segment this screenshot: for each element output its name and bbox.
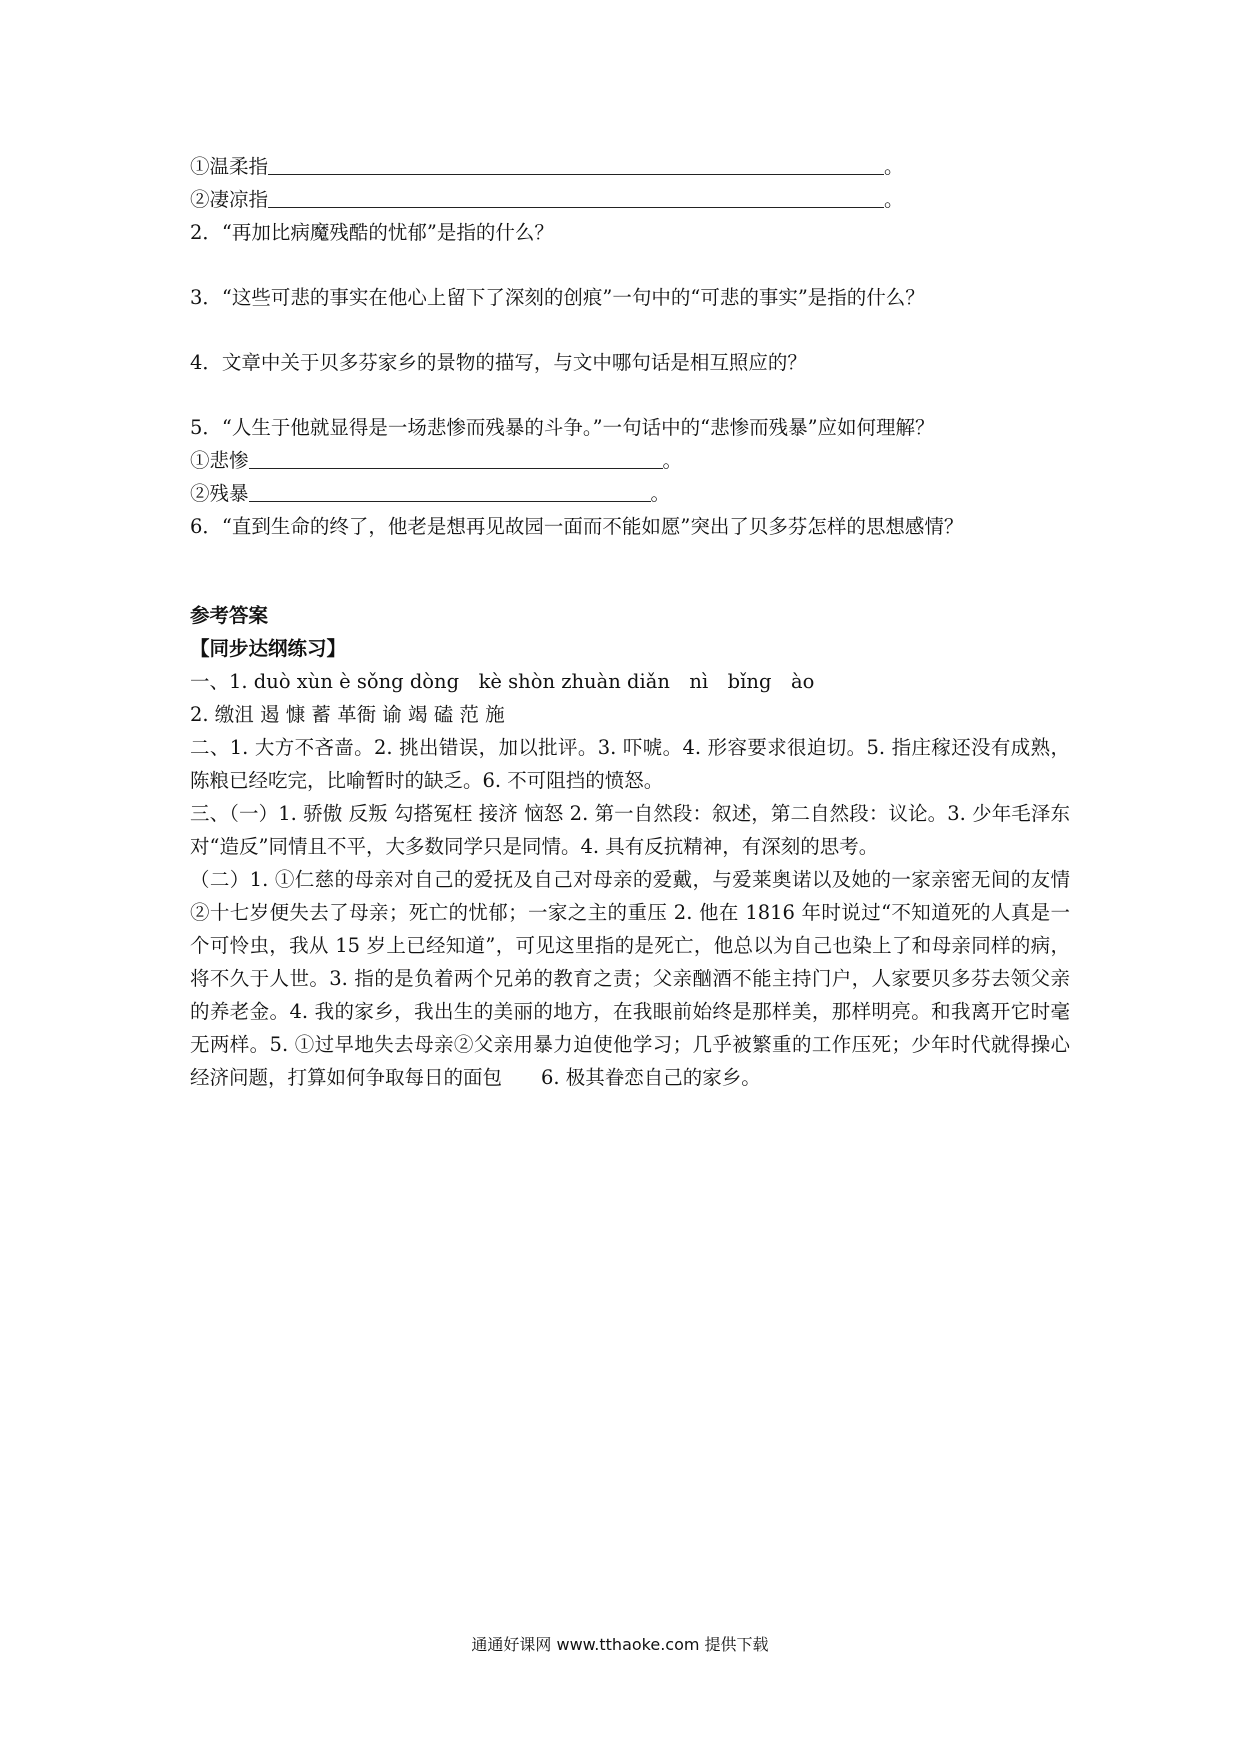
- question-5: 5．“人生于他就显得是一场悲惨而残暴的斗争。”一句话中的“悲惨而残暴”应如何理解？: [190, 416, 935, 439]
- worksheet-page: [190, 150, 1070, 1094]
- answer-section-1-pinyin: 一、1. duò xùn è sǒng dòng kè shòn zhuàn diǎn nì bǐng ào: [190, 670, 815, 693]
- q5-item2-line: [190, 477, 1070, 510]
- answer-blank[interactable]: [249, 446, 663, 469]
- answer-section-1-words: 2. 缴沮 遏 慷 蓄 革衙 谕 竭 磕 范 施: [190, 703, 505, 726]
- question-6: 6．“直到生命的终了，他老是想再见故园一面而不能如愿”突出了贝多芬怎样的思想感情？: [190, 515, 964, 538]
- section-spacer: [190, 543, 1070, 599]
- period: 。: [884, 188, 904, 211]
- answers-heading: 参考答案: [190, 604, 269, 627]
- page-footer: 通通好课网 www.tthaoke.com 提供下载: [471, 1635, 769, 1654]
- question-4: 4．文章中关于贝多芬家乡的景物的描写，与文中哪句话是相互照应的？: [190, 351, 807, 374]
- q1-item1-label: ①温柔指: [190, 155, 269, 178]
- answer-section-3-part-1: 三、（一）1. 骄傲 反叛 勾搭冤枉 接济 恼怒 2. 第一自然段：叙述，第二自然段：议论。3. 少年毛泽东对“造反”同情且不平，大多数同学只是同情。4. 具有反抗精神，有深刻的思考。: [190, 802, 1070, 858]
- question-2: 2．“再加比病魔残酷的忧郁”是指的什么？: [190, 221, 554, 244]
- q1-item2-line: [190, 183, 1070, 216]
- period: 。: [662, 449, 683, 472]
- q1-item2-label: ②凄凉指: [190, 188, 269, 211]
- answers-subheading: 【同步达纲练习】: [190, 637, 347, 660]
- question-3: 3．“这些可悲的事实在他心上留下了深刻的创痕”一句中的“可悲的事实”是指的什么？: [190, 286, 925, 309]
- answer-blank[interactable]: [249, 479, 651, 502]
- q1-item1-line: [190, 150, 1070, 183]
- q5-item2-label: ②残暴: [190, 482, 249, 505]
- period: 。: [650, 482, 671, 505]
- answer-section-3-part-2: （二）1. ①仁慈的母亲对自己的爱抚及自己对母亲的爱戴，与爱莱奥诺以及她的一家亲密无间的友情②十七岁便失去了母亲；死亡的忧郁；一家之主的重压 2. 他在 1816 年时说过“不知道死的人真是一个可怜虫，我从 15 岁上已经知道”，可见这里指的是死亡，他总以为自己也染上了和母亲同样的病，将不久于人世。3. 指的是负着两个兄弟的教育之责；父亲酗酒不能主持门户，人家要贝多芬去领父亲的养老金。4. 我的家乡，我出生的美丽的地方，在我眼前始终是那样美，那样明亮。和我离开它时毫无两样。5. ①过早地失去母亲②父亲用暴力迫使他学习；几乎被繁重的工作压死；少年时代就得操心经济问题，打算如何争取每日的面包 6. 极其眷恋自己的家乡。: [190, 868, 1070, 1089]
- period: 。: [884, 155, 904, 178]
- answer-blank[interactable]: [268, 152, 884, 175]
- q5-item1-line: [190, 444, 1070, 477]
- answer-blank[interactable]: [268, 185, 884, 208]
- answer-section-2: 二、1. 大方不吝啬。2. 挑出错误，加以批评。3. 吓唬。4. 形容要求很迫切。5. 指庄稼还没有成熟，陈粮已经吃完，比喻暂时的缺乏。6. 不可阻挡的愤怒。: [190, 736, 1070, 792]
- q5-item1-label: ①悲惨: [190, 449, 249, 472]
